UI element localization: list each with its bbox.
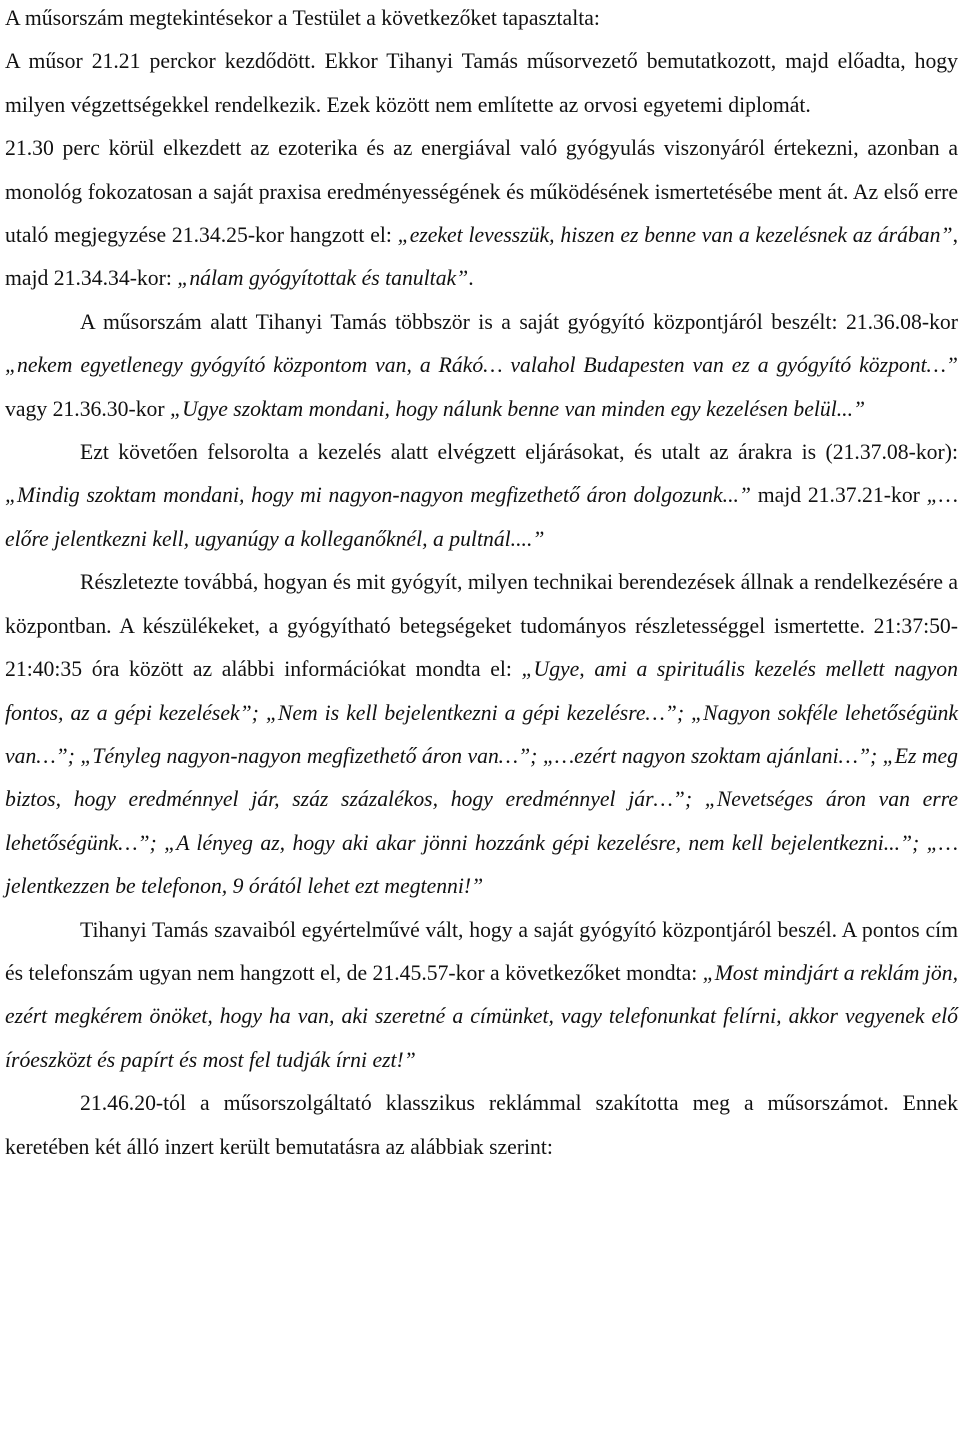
procedures-text-2: majd 21.37.21-kor bbox=[750, 483, 927, 508]
paragraph-procedures bbox=[5, 431, 958, 561]
paragraph-intro bbox=[5, 0, 958, 40]
center-text-1: A műsorszám alatt Tihanyi Tamás többször is a saját gyógyító központjáról beszélt: 21.36.08-kor bbox=[80, 309, 958, 334]
paragraph-center bbox=[5, 301, 958, 431]
paragraph-devices bbox=[5, 561, 958, 908]
paragraph-start bbox=[5, 40, 958, 127]
procedures-text-1: Ezt követően felsorolta a kezelés alatt elvégzett eljárásokat, és utalt az árakra is (21.37.08-kor): bbox=[80, 440, 958, 465]
intro-text: A műsorszám megtekintésekor a Testület a következőket tapasztalta: bbox=[5, 6, 600, 30]
contact-text: Tihanyi Tamás szavaiból egyértelművé vált, hogy a saját gyógyító központjáról beszél. A pontos cím és telefonszám ugyan nem hangzott el, de 21.45.57-kor a következőket mondta: bbox=[5, 917, 958, 985]
esoteric-text-2: , majd 21.34.34-kor: bbox=[5, 223, 958, 291]
esoteric-text-1: 21.30 perc körül elkezdett az ezoterika és az energiával való gyógyulás viszonyáról értekezni, azonban a monológ fokozatosan a saját praxisa eredményességének és működésének ismertetésébe ment át. Az első erre utaló megjegyzése 21.34.25-kor hangzott el: bbox=[5, 136, 958, 248]
quote-price: „ezeket levesszük, hiszen ez benne van a kezelésnek az árában” bbox=[397, 223, 953, 248]
quote-write-down: „Most mindjárt a reklám jön, ezért megkérem önöket, hogy ha van, aki szeretné a címünket, vagy telefonunkat felírni, akkor vegyenek elő íróeszközt és papírt és most fel tudják írni ezt!” bbox=[5, 960, 958, 1072]
start-text: A műsor 21.21 perckor kezdődött. Ekkor Tihanyi Tamás műsorvezető bemutatkozott, majd előadta, hogy milyen végzettségekkel rendelkezik. Ezek között nem említette az orvosi egyetemi diplomát. bbox=[5, 49, 958, 117]
document-body bbox=[5, 0, 958, 1169]
quote-machines: „Ugye, ami a spirituális kezelés mellett nagyon fontos, az a gépi kezelések”; „Nem is kell bejelentkezni a gépi kezelésre…”; „Nagyon sokféle lehetőségünk van…”; „Tényleg nagyon-nagyon megfizethető áron van…”; „…ezért nagyon szoktam ajánlani…”; „Ez meg biztos, hogy eredménnyel jár, száz százalékos, hogy eredménnyel jár…”; „Nevetséges áron van erre lehetőségünk…”; „A lényeg az, hogy aki akar jönni hozzánk gépi kezelésre, nem kell bejelentkezni...”; „…jelentkezzen be telefonon, 9 órától lehet ezt megtenni!” bbox=[5, 657, 958, 899]
paragraph-esoteric bbox=[5, 127, 958, 301]
quote-register: „…előre jelentkezni kell, ugyanúgy a kolleganőknél, a pultnál....” bbox=[5, 483, 958, 551]
quote-included: „Ugye szoktam mondani, hogy nálunk benne van minden egy kezelésen belül...” bbox=[170, 396, 866, 421]
paragraph-contact bbox=[5, 909, 958, 1083]
devices-text: Részletezte továbbá, hogyan és mit gyógyít, milyen technikai berendezések állnak a rendelkezésére a központban. A készülékeket, a gyógyítható betegségeket tudományos részletességgel ismertette. 21:37:50-21:40:35 óra között az alábbi információkat mondta el: bbox=[5, 570, 958, 682]
quote-healed: „nálam gyógyítottak és tanultak” bbox=[177, 266, 469, 291]
quote-affordable: „Mindig szoktam mondani, hogy mi nagyon-nagyon megfizethető áron dolgozunk...” bbox=[5, 483, 751, 508]
center-text-2: vagy 21.36.30-kor bbox=[5, 396, 171, 421]
quote-center: „nekem egyetlenegy gyógyító központom van, a Rákó… valahol Budapesten van ez a gyógyító központ…” bbox=[5, 353, 958, 378]
esoteric-text-3: . bbox=[468, 266, 474, 291]
paragraph-ad-break bbox=[5, 1082, 958, 1169]
ad-break-text: 21.46.20-tól a műsorszolgáltató klasszikus reklámmal szakította meg a műsorszámot. Ennek keretében két álló inzert került bemutatásra az alábbiak szerint: bbox=[5, 1091, 958, 1159]
